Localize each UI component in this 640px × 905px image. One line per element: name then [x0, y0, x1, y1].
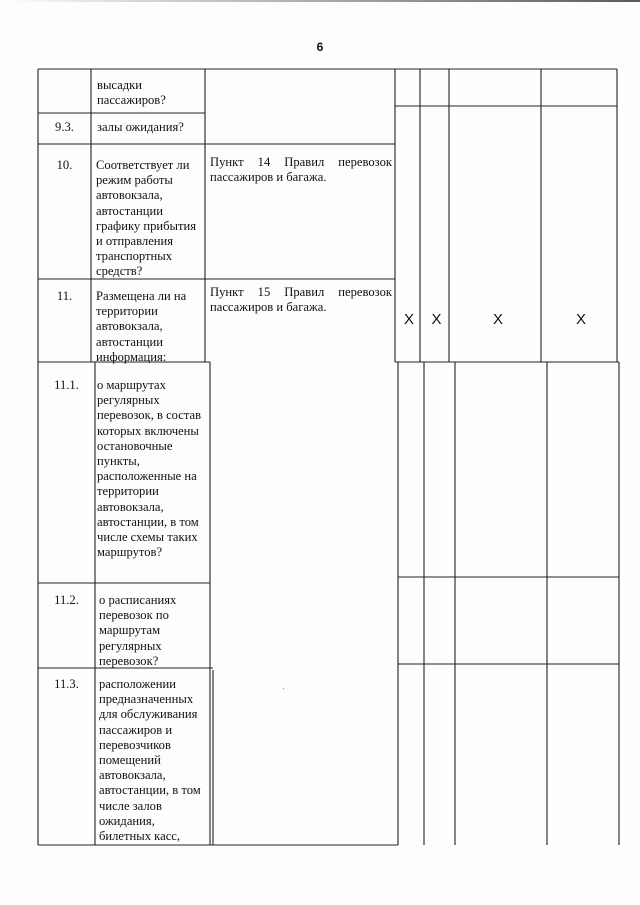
scan-speck	[283, 688, 284, 689]
row-number: 11.3.	[54, 677, 79, 691]
mark-x: X	[403, 311, 414, 328]
mark-x: X	[431, 311, 442, 328]
row-question: расположении предназначенных для обслуживания пассажиров и перевозчиков помещений автовокзала, автостанции, в том числе залов ожидания, билетных касс,	[99, 677, 201, 844]
row-number: 11.	[56, 289, 73, 303]
mark-x: X	[492, 311, 503, 328]
row-number: 11.2.	[54, 593, 79, 607]
row-number: 10.	[56, 158, 73, 172]
row-question: высадки пассажиров?	[97, 78, 166, 108]
row-question: о расписаниях перевозок по маршрутам регулярных перевозок?	[99, 593, 177, 668]
row-question: Соответствует ли режим работы автовокзала, автостанции графику прибытия и отправления транспортных средств?	[96, 158, 197, 279]
row-question: о маршрутах регулярных перевозок, в состав которых включены остановочные пункты, расположенные на территории автовокзала, автостанции, в том числе схемы таких маршрутов?	[97, 378, 202, 560]
page-number: 6	[316, 40, 324, 54]
row-question: залы ожидания?	[97, 120, 184, 134]
row-reference: Пункт 14 Правил перевозок пассажиров и багажа.	[210, 155, 392, 185]
row-reference: Пункт 15 Правил перевозок пассажиров и багажа.	[210, 285, 392, 315]
row-question: Размещена ли на территории автовокзала, автостанции информация:	[96, 289, 187, 364]
mark-x: X	[575, 311, 586, 328]
row-number: 11.1.	[54, 378, 79, 392]
row-number: 9.3.	[55, 120, 74, 134]
